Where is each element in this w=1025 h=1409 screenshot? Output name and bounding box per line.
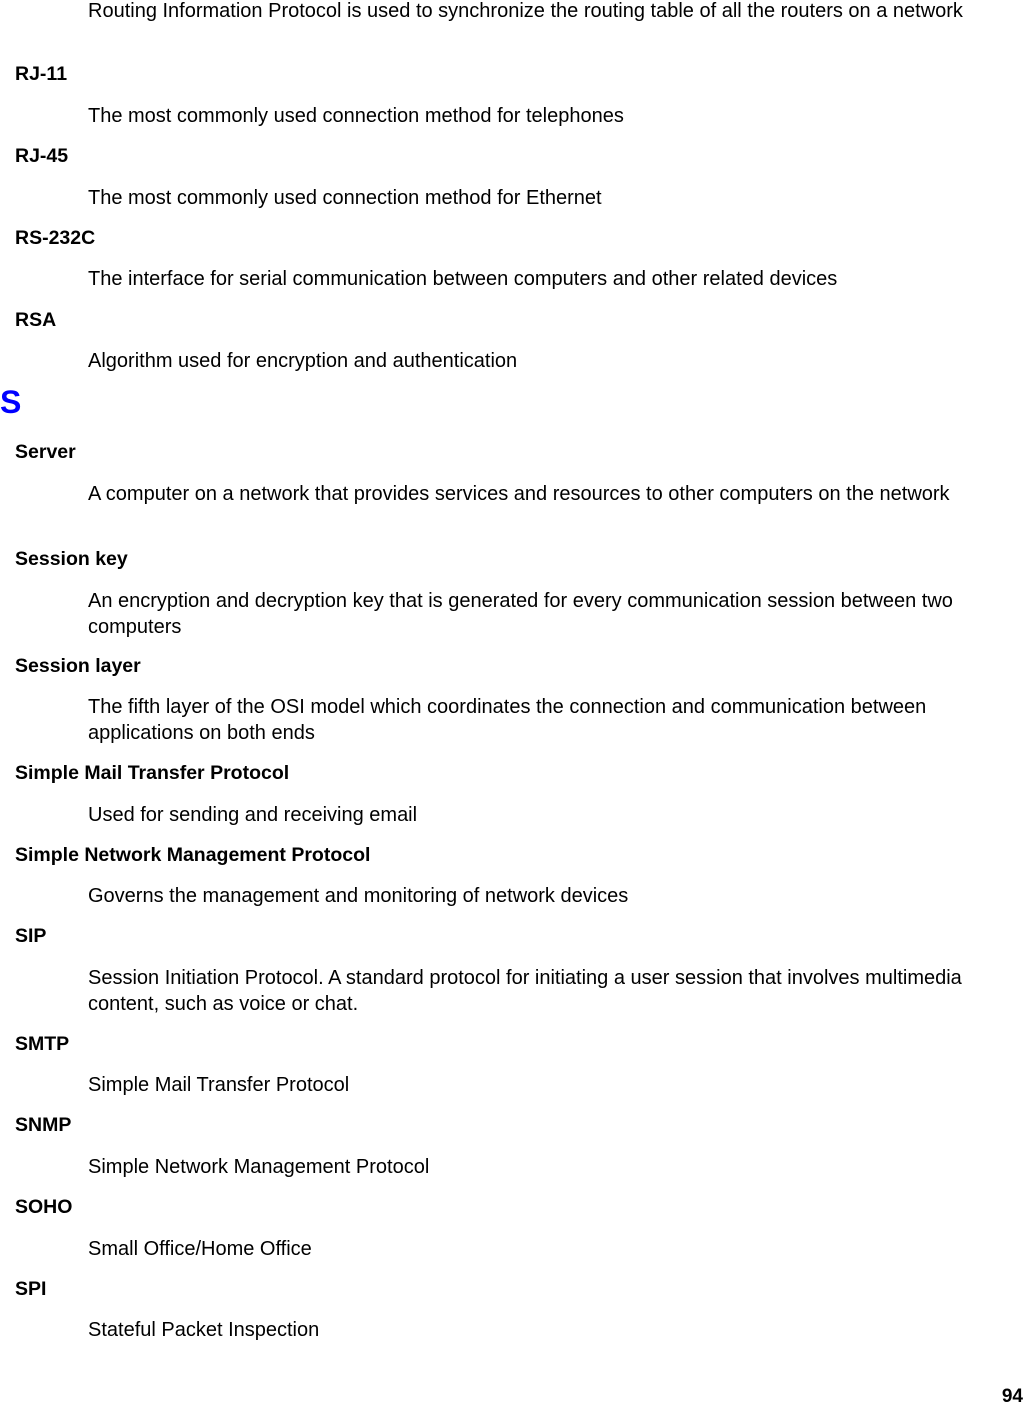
- glossary-definition: Stateful Packet Inspection: [88, 1319, 320, 1341]
- glossary-term: RS-232C: [15, 227, 96, 249]
- glossary-term: RJ-45: [15, 145, 69, 167]
- glossary-definition: A computer on a network that provides services and resources to other computers on the network: [88, 483, 950, 505]
- glossary-term: SOHO: [15, 1196, 73, 1218]
- glossary-definition: The fifth layer of the OSI model which coordinates the connection and communication between applications on both ends: [88, 696, 927, 744]
- glossary-term: RSA: [15, 309, 57, 331]
- page-number: 94: [1001, 1386, 1023, 1407]
- glossary-term: SNMP: [15, 1114, 72, 1136]
- glossary-definition: Simple Network Management Protocol: [88, 1156, 430, 1178]
- glossary-definition: Session Initiation Protocol. A standard protocol for initiating a user session that involves multimedia content, such as voice or chat.: [88, 967, 962, 1015]
- glossary-term: RJ-11: [15, 63, 68, 85]
- glossary-definition: Used for sending and receiving email: [88, 804, 418, 826]
- glossary-definition: An encryption and decryption key that is generated for every communication session between two computers: [88, 590, 953, 638]
- glossary-term: Simple Mail Transfer Protocol: [15, 762, 290, 784]
- glossary-term: SIP: [15, 925, 47, 947]
- glossary-definition: Governs the management and monitoring of network devices: [88, 885, 629, 907]
- glossary-term: Session key: [15, 548, 128, 570]
- glossary-definition: The interface for serial communication between computers and other related devices: [88, 268, 838, 290]
- glossary-term: Simple Network Management Protocol: [15, 844, 371, 866]
- glossary-definition: Small Office/Home Office: [88, 1238, 312, 1260]
- glossary-definition: The most commonly used connection method for Ethernet: [88, 187, 602, 209]
- glossary-term: SMTP: [15, 1033, 70, 1055]
- glossary-term: SPI: [15, 1278, 47, 1300]
- carryover-definition: Routing Information Protocol is used to synchronize the routing table of all the routers on a network: [88, 0, 963, 22]
- glossary-definition: Simple Mail Transfer Protocol: [88, 1074, 350, 1096]
- section-letter-heading: S: [0, 384, 22, 420]
- glossary-term: Session layer: [15, 655, 141, 677]
- glossary-definition: The most commonly used connection method for telephones: [88, 105, 624, 127]
- glossary-definition: Algorithm used for encryption and authentication: [88, 350, 518, 372]
- glossary-term: Server: [15, 441, 76, 463]
